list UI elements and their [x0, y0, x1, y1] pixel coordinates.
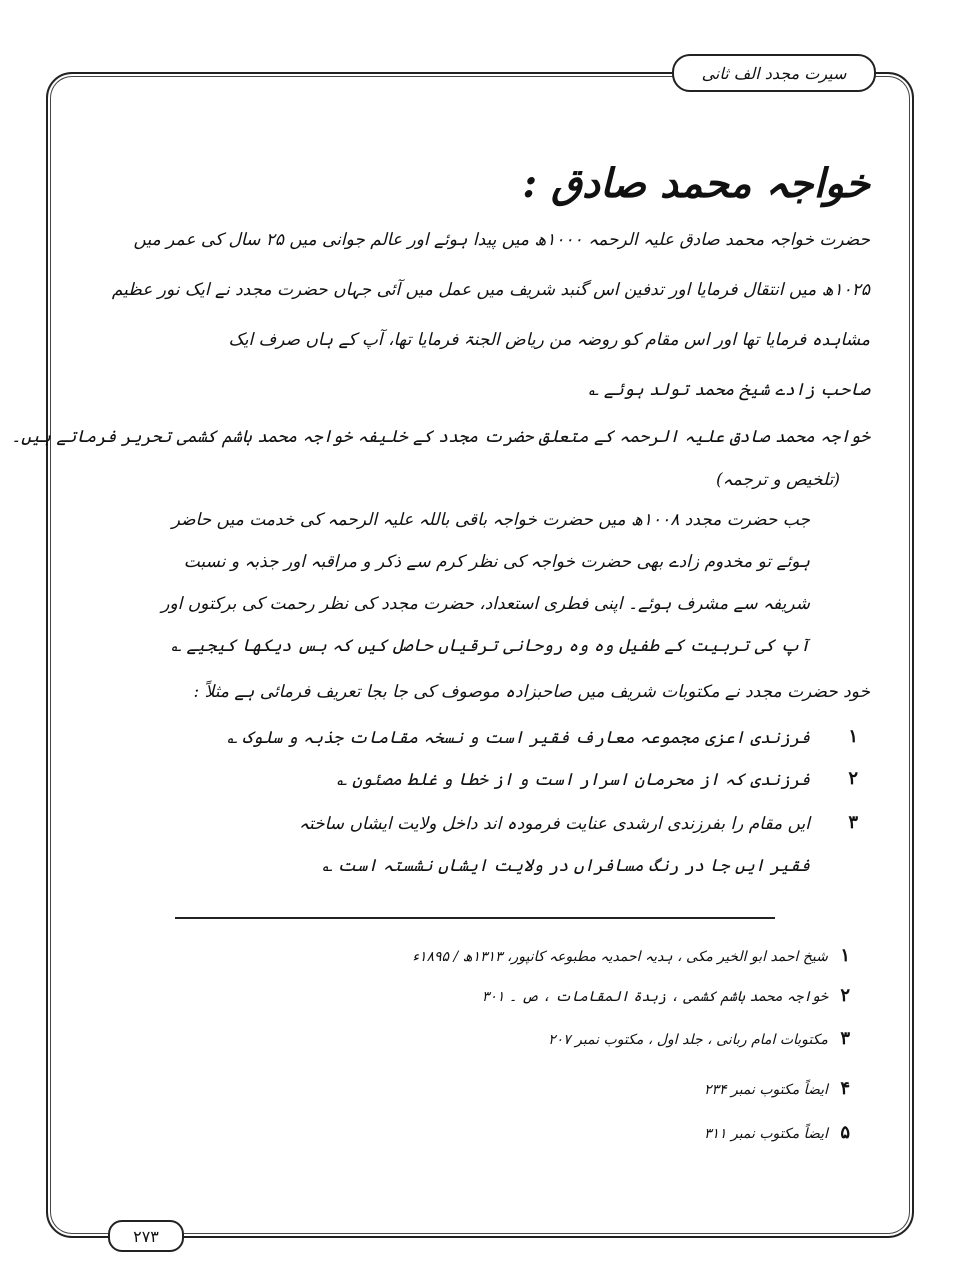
paragraph-line: ۱۰۲۵ھ میں انتقال فرمایا اور تدفین اس گنبد شریف میں عمل میں آئی جہاں حضرت مجدد نے ایک نور عظیم [111, 280, 870, 300]
footnote [412, 945, 850, 966]
footnote-text: ایضاً مکتوب نمبر ۳۱۱ [703, 1126, 828, 1142]
footnote [548, 1028, 850, 1049]
paragraph-line: حضرت خواجہ محمد صادق علیہ الرحمہ ۱۰۰۰ھ میں پیدا ہوئے اور عالم جوانی میں ۲۵ سال کی عمر میں [133, 230, 870, 250]
list-item-line: فرزندی کہ از محرمان اسرار است و از خطا و غلط مصئون ؎ [336, 770, 810, 790]
footnote-mark: ۲ [840, 985, 850, 1006]
list-item-line: ایں مقام را بفرزندی ارشدی عنایت فرمودہ اند داخل ولایت ایشاں ساختہ [299, 814, 810, 834]
footnote-mark: ۴ [840, 1078, 850, 1099]
list-number: ۱ [848, 726, 858, 747]
list-item-line: فرزندی اعزی مجموعہ معارف فقیر است و نسخہ مقامات جذبہ و سلوک ؎ [227, 728, 810, 748]
footnote-mark: ۱ [840, 945, 850, 966]
footnote [482, 985, 850, 1006]
quote-line: جب حضرت مجدد ۱۰۰۸ھ میں حضرت خواجہ باقی باللہ علیہ الرحمہ کی خدمت میں حاضر [171, 510, 810, 530]
footnote-divider [175, 917, 775, 919]
footnote-text: خواجہ محمد ہاشم کشمی ، زبدۃ المقامات ، ص ۔ ۳۰۱ [481, 989, 828, 1005]
paragraph-line: صاحب زادے شیخ محمد تولد ہوئے ؎ [588, 380, 870, 400]
footnote [704, 1078, 850, 1099]
page-number-tab [108, 1220, 184, 1252]
paragraph-line: مشاہدہ فرمایا تھا اور اس مقام کو روضہ من ریاض الجنۃ فرمایا تھا، آپ کے ہاں صرف ایک [228, 330, 870, 350]
footnote-mark: ۳ [840, 1028, 850, 1049]
intro-line: خواجہ محمد صادق علیہ الرحمہ کے متعلق حضرت مجدد کے خلیفہ خواجہ محمد ہاشم کشمی تحریر فرماتے ہیں۔ [11, 427, 870, 447]
summary-label: (تلخیص و ترجمہ) [716, 470, 840, 490]
running-title: سیرت مجدد الف ثانی [701, 63, 847, 83]
quote-line: ہوئے تو مخدوم زادے بھی حضرت خواجہ کی نظر کرم سے ذکر و مراقبہ اور جذبہ و نسبت [183, 552, 810, 572]
footnote-text: شیخ احمد ابو الخیر مکی ، ہدیہ احمدیہ مطبوعہ کانپور، ۱۳۱۳ھ / ۱۸۹۵ء [412, 949, 828, 965]
page-number: ۲۷۳ [133, 1226, 159, 1246]
list-number: ۲ [848, 768, 858, 789]
quote-line: شریفہ سے مشرف ہوئے۔ اپنی فطری استعداد، حضرت مجدد کی نظر رحمت کی برکتوں اور [161, 594, 810, 614]
footnote-text: ایضاً مکتوب نمبر ۲۳۴ [703, 1082, 828, 1098]
letters-intro: خود حضرت مجدد نے مکتوبات شریف میں صاحبزادہ موصوف کی جا بجا تعریف فرمائی ہے مثلاً : [193, 682, 870, 702]
footnote [704, 1122, 850, 1143]
list-number: ۳ [848, 812, 858, 833]
footnote-mark: ۵ [840, 1122, 850, 1143]
quote-line: آپ کی تربیت کے طفیل وہ وہ روحانی ترقیاں حاصل کیں کہ بس دیکھا کیجیے ؎ [171, 636, 810, 656]
section-title: خواجہ محمد صادق : [522, 160, 870, 207]
footnote-text: مکتوبات امام ربانی ، جلد اول ، مکتوب نمبر ۲۰۷ [548, 1032, 828, 1048]
list-item-line: فقیر ایں جا در رنگ مسافراں در ولایت ایشاں نشستہ است ؎ [322, 856, 810, 876]
running-header [672, 54, 876, 92]
